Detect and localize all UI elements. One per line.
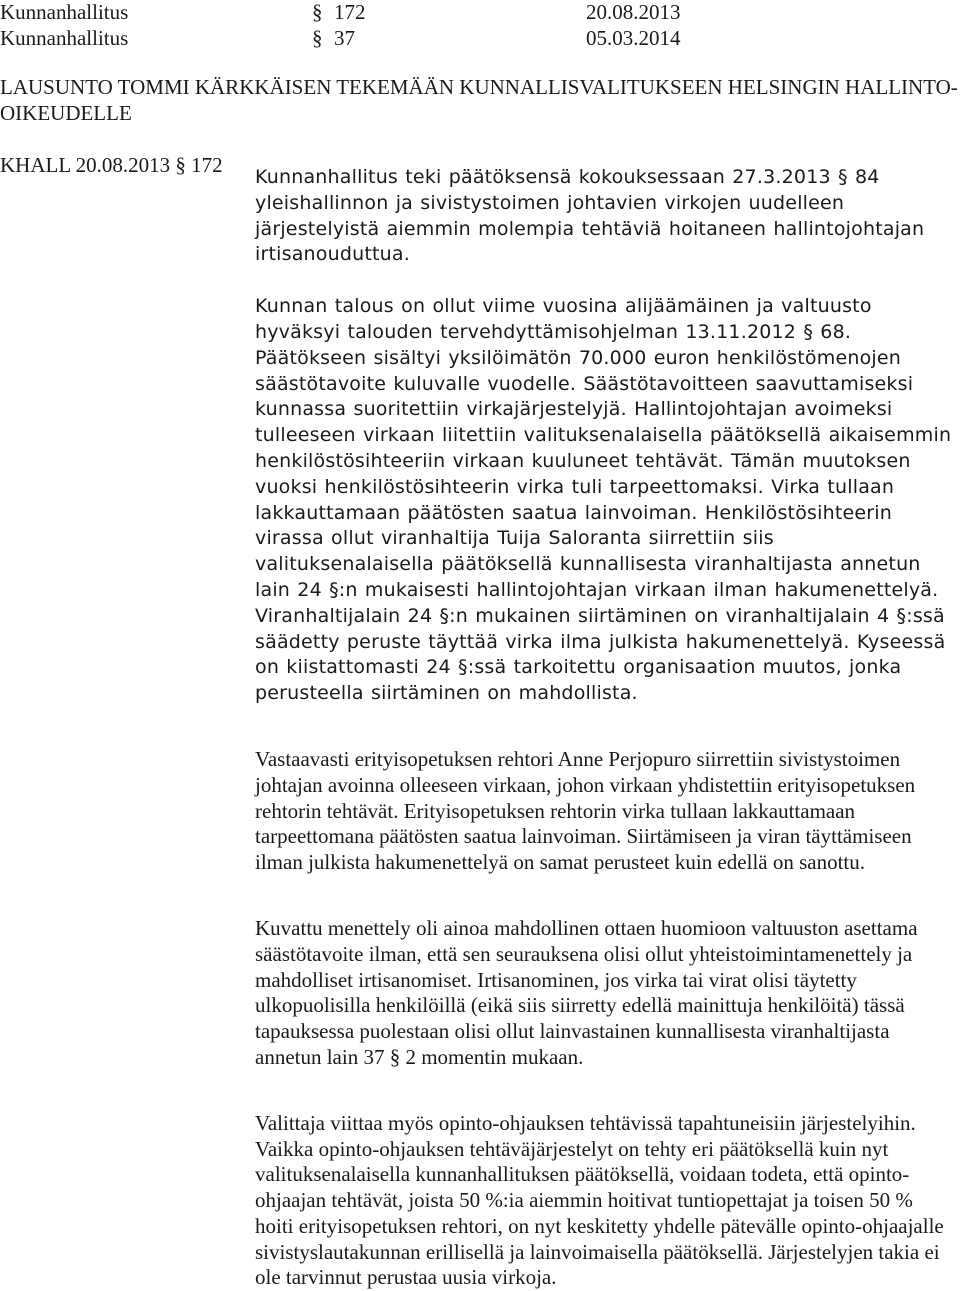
header-number-2: 37 [334, 26, 355, 50]
header-body-1: Kunnanhallitus [0, 0, 129, 24]
header-body-2: Kunnanhallitus [0, 26, 129, 50]
document-title: LAUSUNTO TOMMI KÄRKKÄISEN TEKEMÄÄN KUNNALLISVALITUKSEEN HELSINGIN HALLINTO-OIKEUDELLE [0, 75, 958, 125]
paragraph-3: Vastaavasti erityisopetuksen rehtori Anne Perjopuro siirrettiin sivistystoimen johtajan avoinna olleeseen virkaan, johon virkaan yhdistettiin erityisopetuksen rehtorin tehtävät. Erityisopetuksen rehtorin virka tullaan lakkauttamaan tarpeettomana päätösten saatua lainvoiman. Siirtämiseen ja viran täyttämiseen ilman julkista hakumenettelyä on samat perusteet kuin edellä on sanottu. [255, 746, 916, 875]
header-number-1: 172 [334, 0, 366, 24]
paragraph-4: Kuvattu menettely oli ainoa mahdollinen ottaen huomioon valtuuston asettama säästötavoite ilman, että sen seurauksena olisi ollut yhteistoimintamenettely ja mahdolliset irtisanomiset. Irtisanominen, jos virka tai virat olisi täytetty ulkopuolisilla henkilöillä (eikä siis siirretty edellä mainittuja henkilöitä) tässä tapauksessa puolestaan olisi ollut lainvastainen kunnallisesta viranhaltijasta annetun lain 37 § 2 momentin mukaan. [255, 915, 918, 1069]
section-symbol-2: § [312, 26, 323, 50]
header-date-2: 05.03.2014 [586, 26, 681, 50]
header-date-1: 20.08.2013 [586, 0, 681, 24]
meeting-reference: KHALL 20.08.2013 § 172 [0, 153, 223, 177]
document-body [255, 165, 955, 1291]
paragraph-2: Kunnan talous on ollut viime vuosina alijäämäinen ja valtuusto hyväksyi talouden tervehdyttämisohjelman 13.11.2012 § 68. Päätökseen sisältyi yksilöimätön 70.000 euron henkilöstömenojen säästötavoite kuluvalle vuodelle. Säästötavoitteen saavuttamiseksi kunnassa suoritettiin virkajärjestelyjä. Hallintojohtajan avoimeksi tulleeseen virkaan liitettiin valituksenalaisella päätöksellä aikaisemmin henkilöstösihteeriin virkaan kuuluneet tehtävät. Tämän muutoksen vuoksi henkilöstösihteerin virka tuli tarpeettomaksi. Virka tullaan lakkauttamaan päätösten saatua lainvoiman. Henkilöstösihteerin virassa ollut viranhaltija Tuija Saloranta siirrettiin siis valituksenalaisella päätöksellä kunnallisesta viranhaltijasta annetun lain 24 §:n mukaisesti hallintojohtajan virkaan ilman hakumenettelyä. Viranhaltijalain 24 §:n mukainen siirtäminen on viranhaltijalain 4 §:ssä säädetty peruste täyttää virka ilma julkista hakumenettelyä. Kyseessä on kiistattomasti 24 §:ssä tarkoitettu organisaation muutos, jonka perusteella siirtäminen on mahdollista. [255, 295, 952, 705]
paragraph-5: Valittaja viittaa myös opinto-ohjauksen tehtävissä tapahtuneisiin järjestelyihin. Vaikka opinto-ohjauksen tehtäväjärjestelyt on tehty eri päätöksellä kuin nyt valituksenalaisella kunnanhallituksen päätöksellä, voidaan todeta, että opinto-ohjaajan tehtävät, joista 50 %:ia aiemmin hoitivat tuntiopettajat ja toisen 50 % hoiti erityisopetuksen rehtori, on nyt keskitetty yhdelle pätevälle opinto-ohjaajalle sivistyslautakunnan erillisellä ja lainvoimaisella päätöksellä. Järjestelyjen takia ei ole tarvinnut perustaa uusia virkoja. [255, 1110, 944, 1290]
section-symbol-1: § [312, 0, 323, 24]
paragraph-1: Kunnanhallitus teki päätöksensä kokouksessaan 27.3.2013 § 84 yleishallinnon ja sivistystoimen johtavien virkojen uudelleen järjestelyistä aiemmin molempia tehtäviä hoitaneen hallintojohtajan irtisanouduttua. [255, 166, 925, 266]
